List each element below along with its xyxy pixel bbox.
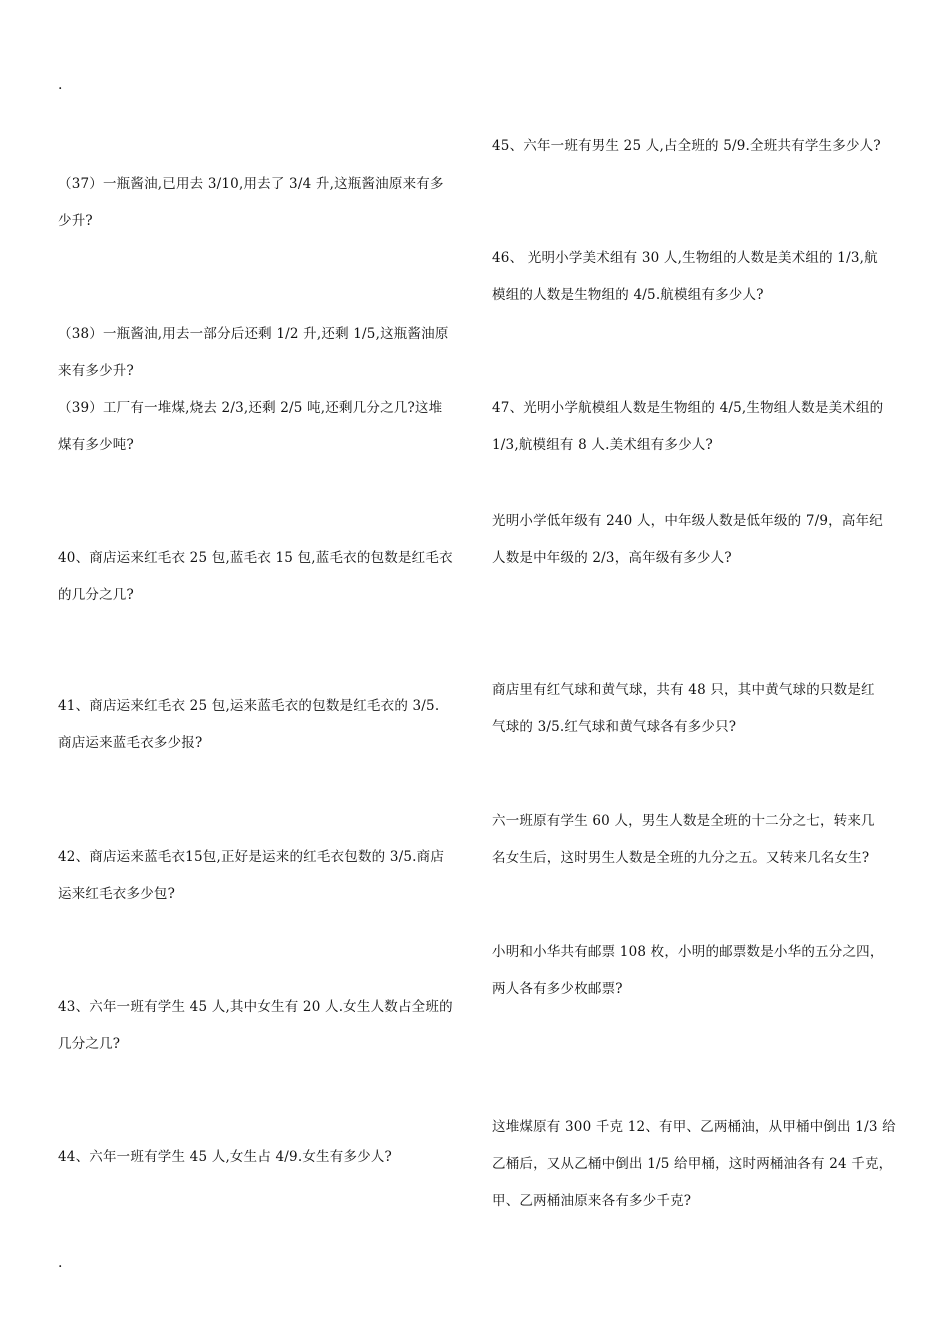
question-line: 47、光明小学航模组人数是生物组的 4/5,生物组人数是美术组的 bbox=[492, 400, 884, 416]
question-line: 45、六年一班有男生 25 人,占全班的 5/9.全班共有学生多少人? bbox=[492, 138, 881, 154]
question-line: 乙桶后，又从乙桶中倒出 1/5 给甲桶，这时两桶油各有 24 千克， bbox=[492, 1156, 893, 1172]
question-43 bbox=[58, 989, 463, 1063]
question-grade-students bbox=[492, 503, 900, 577]
question-line: （38）一瓶酱油,用去一部分后还剩 1/2 升,还剩 1/5,这瓶酱油原 bbox=[58, 326, 449, 342]
question-line: 六一班原有学生 60 人，男生人数是全班的十二分之七，转来几 bbox=[492, 813, 875, 829]
bottom-dot-mark: . bbox=[58, 1255, 63, 1271]
question-line: 人数是中年级的 2/3，高年级有多少人? bbox=[492, 550, 732, 566]
question-line: 41、商店运来红毛衣 25 包,运来蓝毛衣的包数是红毛衣的 3/5. bbox=[58, 698, 440, 714]
question-47 bbox=[492, 390, 900, 464]
question-line: 这堆煤原有 300 千克 12、有甲、乙两桶油，从甲桶中倒出 1/3 给 bbox=[492, 1119, 896, 1135]
question-oil-barrels bbox=[492, 1109, 900, 1220]
question-37 bbox=[58, 166, 463, 240]
question-40 bbox=[58, 540, 463, 614]
question-line: 商店运来蓝毛衣多少报? bbox=[58, 735, 203, 751]
question-line: （37）一瓶酱油,已用去 3/10,用去了 3/4 升,这瓶酱油原来有多 bbox=[58, 176, 444, 192]
question-line: 的几分之几? bbox=[58, 587, 134, 603]
question-line: （39）工厂有一堆煤,烧去 2/3,还剩 2/5 吨,还剩几分之几?这堆 bbox=[58, 400, 443, 416]
top-dot-mark: . bbox=[58, 77, 63, 93]
question-line: 几分之几? bbox=[58, 1036, 121, 1052]
question-line: 40、商店运来红毛衣 25 包,蓝毛衣 15 包,蓝毛衣的包数是红毛衣 bbox=[58, 550, 453, 566]
question-line: 甲、乙两桶油原来各有多少千克? bbox=[492, 1193, 692, 1209]
question-class-students bbox=[492, 803, 900, 877]
question-line: 44、六年一班有学生 45 人,女生占 4/9.女生有多少人? bbox=[58, 1149, 392, 1165]
question-balloons bbox=[492, 672, 900, 746]
question-line: 模组的人数是生物组的 4/5.航模组有多少人? bbox=[492, 287, 764, 303]
question-41 bbox=[58, 688, 463, 762]
question-line: 42、商店运来蓝毛衣15包,正好是运来的红毛衣包数的 3/5.商店 bbox=[58, 849, 445, 865]
question-line: 商店里有红气球和黄气球，共有 48 只，其中黄气球的只数是红 bbox=[492, 682, 875, 698]
question-line: 小明和小华共有邮票 108 枚，小明的邮票数是小华的五分之四， bbox=[492, 944, 884, 960]
question-line: 运来红毛衣多少包? bbox=[58, 886, 176, 902]
question-line: 来有多少升? bbox=[58, 363, 134, 379]
question-42 bbox=[58, 839, 463, 913]
question-line: 两人各有多少枚邮票? bbox=[492, 981, 623, 997]
question-line: 少升? bbox=[58, 213, 93, 229]
question-38 bbox=[58, 316, 463, 390]
question-line: 气球的 3/5.红气球和黄气球各有多少只? bbox=[492, 719, 737, 735]
question-line: 光明小学低年级有 240 人，中年级人数是低年级的 7/9，高年纪 bbox=[492, 513, 883, 529]
question-45 bbox=[492, 128, 900, 165]
question-line: 1/3,航模组有 8 人.美术组有多少人? bbox=[492, 437, 713, 453]
question-line: 煤有多少吨? bbox=[58, 437, 134, 453]
question-46 bbox=[492, 240, 900, 314]
question-line: 43、六年一班有学生 45 人,其中女生有 20 人.女生人数占全班的 bbox=[58, 999, 453, 1015]
question-44 bbox=[58, 1139, 463, 1176]
question-stamps bbox=[492, 934, 900, 1008]
question-line: 名女生后，这时男生人数是全班的九分之五。又转来几名女生? bbox=[492, 850, 870, 866]
question-line: 46、 光明小学美术组有 30 人,生物组的人数是美术组的 1/3,航 bbox=[492, 250, 878, 266]
question-39 bbox=[58, 390, 463, 464]
